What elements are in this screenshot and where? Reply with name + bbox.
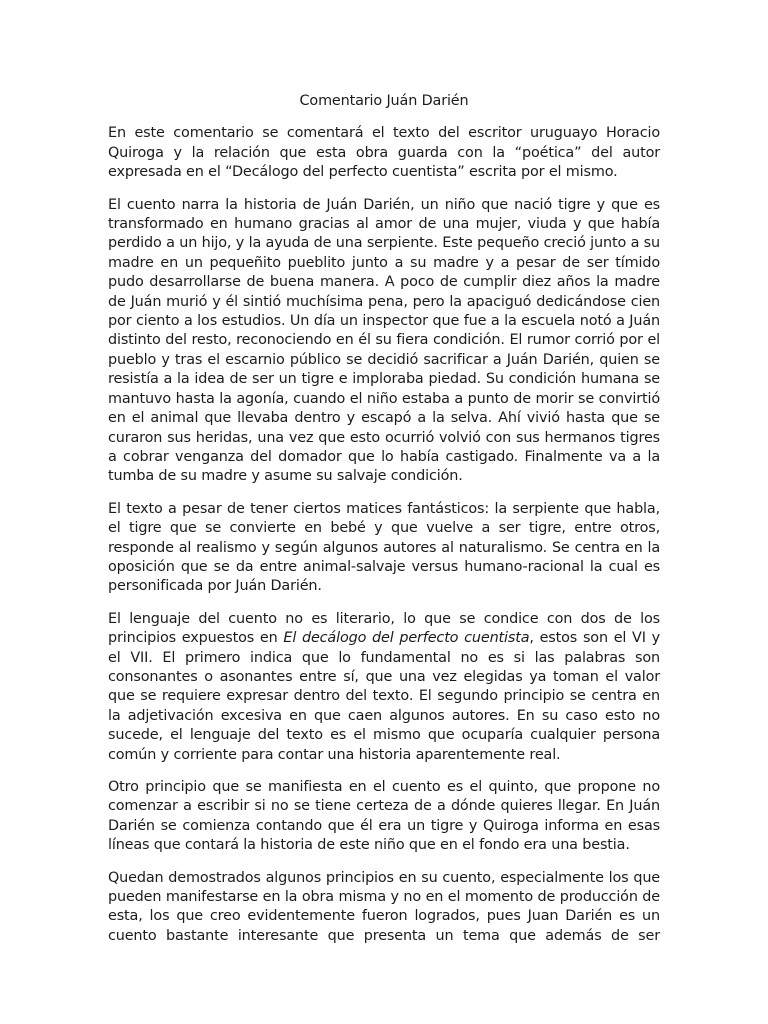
paragraph-intro: En este comentario se comentará el texto del escritor uruguayo Horacio Quiroga y la relación que esta obra guarda con la “poética” del autor expresada en el “Decálogo del perfecto cuentista” escrita por el mismo. (108, 125, 660, 181)
document-title: Comentario Juán Darién (299, 93, 469, 109)
decalogo-italic-title: El decálogo del perfecto cuentista (283, 630, 530, 647)
paragraph-realism: El texto a pesar de tener ciertos matices fantásticos: la serpiente que habla, el tigre que se convierte en bebé y que vuelve a ser tigre, entre otros, responde al realismo y según algunos autores al naturalismo. Se centra en la oposición que se da entre animal-salvaje versus humano-racional la cual es personificada por Juán Darién. (108, 500, 660, 595)
paragraph-summary: El cuento narra la historia de Juán Darién, un niño que nació tigre y que es transformado en humano gracias al amor de una mujer, viuda y que había perdido a un hijo, y la ayuda de una serpiente. Este pequeño creció junto a su madre en un pequeñito pueblito junto a su madre y a pesar de ser tímido pudo desarrollarse de buena manera. A poco de cumplir diez años la madre de Juán murió y él sintió muchísima pena, pero la apaciguó dedicándose cien por ciento a los estudios. Un día un inspector que fue a la escuela notó a Juán distinto del resto, reconociendo en él su fiera condición. El rumor corrió por el pueblo y tras el escarnio público se decidió sacrificar a Juán Darién, quien se resistía a la idea de ser un tigre e imploraba piedad. Su condición humana se mantuvo hasta la agonía, cuando el niño estaba a punto de morir se convirtió en el animal que llevaba dentro y escapó a la selva. Ahí vivió hasta que se curaron sus heridas, una vez que esto ocurrió volvió con sus hermanos tigres a cobrar venganza del domador que lo había castigado. Finalmente va a la tumba de su madre y asume su salvaje condición. (108, 196, 660, 485)
paragraph-language-before: El lenguaje del cuento no es literario, lo que se condice con dos de los principios expuestos en (108, 610, 660, 647)
paragraph-language-after: , estos son el VI y el VII. El primero indica que lo fundamental no es si las palabras son consonantes o asonantes entre sí, que una vez elegidas ya toman el valor que se requiere expresar dentro del texto. El segundo principio se centra en la adjetivación excesiva en que caen algunos autores. En su caso esto no sucede, el lenguaje del texto es el mismo que ocuparía cualquier persona común y corriente para contar una historia aparentemente real. (108, 630, 660, 763)
paragraph-conclusion: Quedan demostrados algunos principios en su cuento, especialmente los que pueden manifestarse en la obra misma y no en el momento de producción de esta, los que creo evidentemente fueron logrados, pues Juan Darién es un cuento bastante interesante que presenta un tema que además de ser (108, 869, 660, 944)
paragraph-fifth-principle: Otro principio que se manifiesta en el cuento es el quinto, que propone no comenzar a escribir si no se tiene certeza de a dónde quieres llegar. En Juán Darién se comienza contando que él era un tigre y Quiroga informa en esas líneas que contará la historia de este niño que en el fondo era una bestia. (108, 779, 660, 854)
document-page (108, 92, 660, 959)
paragraph-language (108, 610, 660, 765)
